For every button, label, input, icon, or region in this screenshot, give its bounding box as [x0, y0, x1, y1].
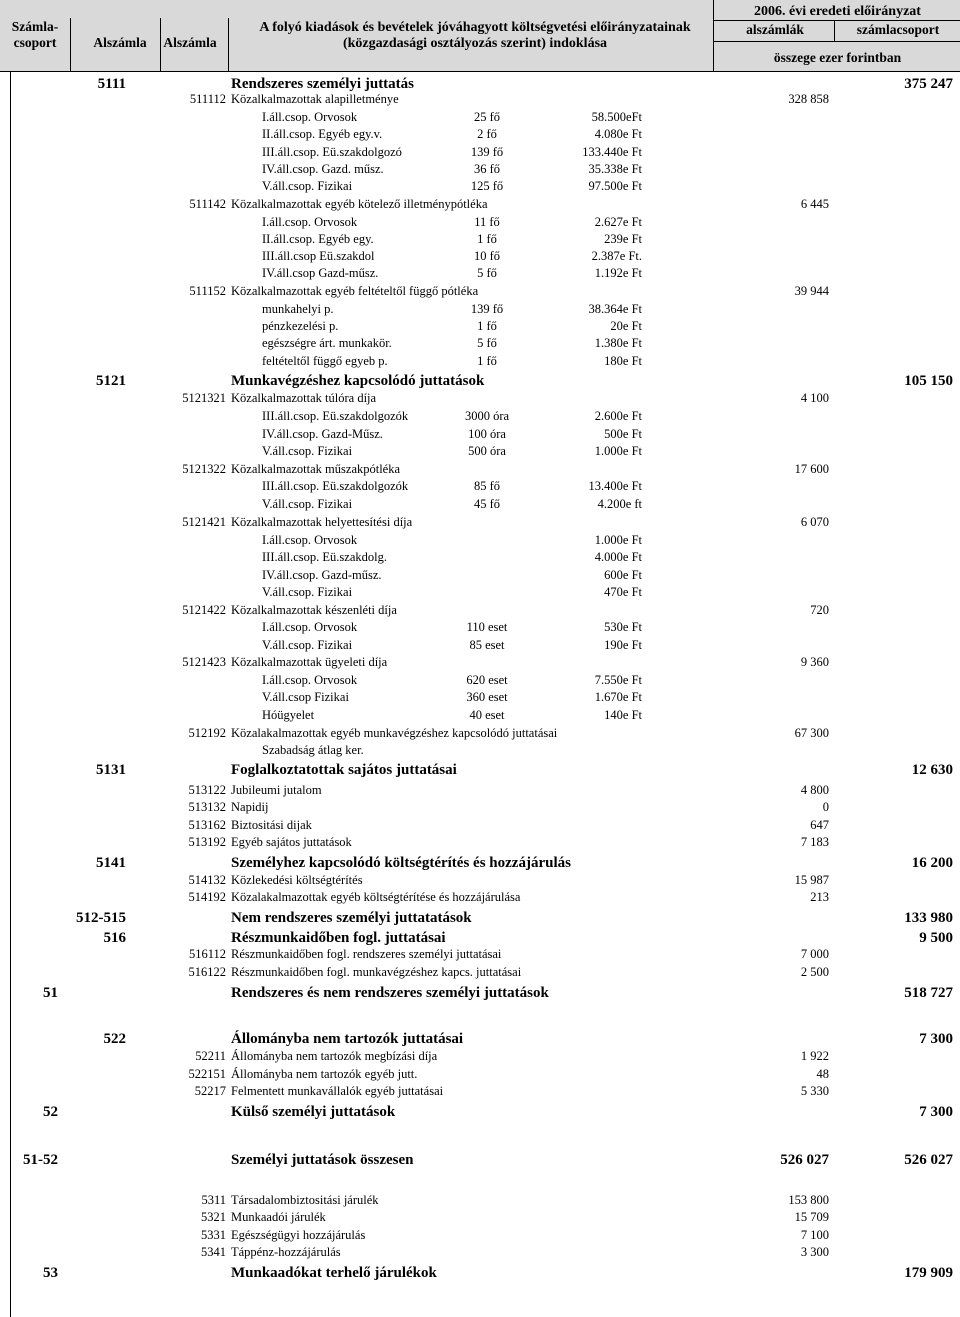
account-label: Napidij [231, 800, 269, 814]
detail-quantity: 5 fő [477, 336, 497, 350]
detail-amount: 4.080e Ft [594, 127, 642, 141]
group-value: 12 630 [911, 762, 953, 778]
detail-label: I.áll.csop. Orvosok [262, 215, 358, 229]
detail-label: V.áll.csop. Fizikai [262, 638, 353, 652]
detail-amount: 600e Ft [604, 568, 642, 582]
account-row [0, 1192, 960, 1209]
account-label: Részmunkaidőben fogl. munkavégzéshez kapcs. juttatásai [231, 965, 522, 979]
subaccount-code: 5331 [201, 1228, 226, 1242]
header-szamlacsoport: Számla- csoport [11, 19, 59, 50]
account-label: Állományba nem tartozók megbízási díja [231, 1049, 438, 1063]
detail-amount: 38.364e Ft [588, 302, 642, 316]
group-value: 105 150 [904, 373, 953, 389]
account-label: Közalkalmazottak egyéb kötelező illetménypótléka [231, 197, 488, 211]
account-label: Egészségügyi hozzájárulás [231, 1228, 366, 1242]
account-label: Munkaadói járulék [231, 1210, 326, 1224]
detail-row [0, 353, 960, 370]
account-code: 512-515 [76, 910, 126, 926]
subaccount-value: 213 [810, 890, 829, 904]
subaccount-value: 526 027 [780, 1152, 829, 1168]
subaccount-code: 5121422 [182, 603, 226, 617]
detail-amount: 58.500eFt [591, 110, 642, 124]
account-row [0, 1048, 960, 1065]
detail-label: III.áll.csop Eü.szakdol [262, 249, 375, 263]
detail-label: I.áll.csop. Orvosok [262, 533, 358, 547]
account-row [0, 946, 960, 963]
detail-label: III.áll.csop. Eü.szakdolgozó [262, 145, 402, 159]
header-alszamlak: alszámlák [746, 22, 804, 37]
detail-quantity: 2 fő [477, 127, 497, 141]
group-code: 52 [43, 1104, 58, 1120]
subaccount-value: 2 500 [800, 965, 829, 979]
account-row [0, 390, 960, 407]
account-label: Munkaadókat terhelő járulékok [231, 1265, 437, 1281]
detail-row [0, 318, 960, 335]
detail-label: I.áll.csop. Orvosok [262, 110, 358, 124]
account-code: 5121 [96, 373, 126, 389]
account-label: Biztositási dijak [231, 818, 312, 832]
account-label: Táppénz-hozzájárulás [231, 1245, 341, 1259]
detail-row [0, 144, 960, 161]
detail-row [0, 496, 960, 513]
table-header [0, 0, 960, 72]
subaccount-value: 153 800 [788, 1193, 829, 1207]
detail-row [0, 478, 960, 495]
account-code: 5131 [96, 762, 126, 778]
summary-row [0, 1101, 960, 1123]
detail-quantity: 620 eset [466, 673, 508, 687]
detail-quantity: 125 fő [470, 179, 504, 193]
subaccount-code: 516122 [188, 965, 226, 979]
detail-label: II.áll.csop. Egyéb egy. [262, 232, 374, 246]
subaccount-code: 514192 [188, 890, 226, 904]
detail-quantity: 139 fő [470, 145, 504, 159]
detail-amount: 7.550e Ft [594, 673, 642, 687]
group-value: 518 727 [904, 985, 953, 1001]
account-label: Állományba nem tartozók juttatásai [231, 1031, 464, 1047]
subaccount-code: 516112 [188, 947, 226, 961]
detail-label: V.áll.csop. Fizikai [262, 179, 353, 193]
header-title: A folyó kiadások és bevételek jóváhagyott költségvetési előirányzatainak (közgazdasági osztályozás szerint) indoklása [259, 20, 691, 51]
detail-quantity: 5 fő [477, 266, 497, 280]
account-label: Társadalombiztositási járulék [231, 1193, 379, 1207]
detail-row [0, 742, 960, 759]
subaccount-code: 5121423 [182, 655, 226, 669]
detail-label: V.áll.csop Fizikai [262, 690, 349, 704]
detail-quantity: 360 eset [466, 690, 508, 704]
subaccount-value: 647 [810, 818, 829, 832]
detail-label: III.áll.csop. Eü.szakdolgozók [262, 479, 409, 493]
detail-label: egészségre árt. munkakör. [262, 336, 392, 350]
detail-row [0, 707, 960, 724]
account-code: 5111 [97, 76, 126, 92]
header-divider [713, 0, 714, 71]
detail-amount: 2.627e Ft [594, 215, 642, 229]
detail-label: V.áll.csop. Fizikai [262, 585, 353, 599]
summary-row [0, 1262, 960, 1284]
detail-amount: 2.387e Ft. [591, 249, 642, 263]
detail-label: IV.áll.csop. Gazd. műsz. [262, 162, 384, 176]
detail-label: III.áll.csop. Eü.szakdolg. [262, 550, 387, 564]
detail-quantity: 25 fő [473, 110, 501, 124]
subaccount-value: 67 300 [794, 726, 829, 740]
account-label: Rendszeres személyi juttatás [231, 76, 415, 92]
account-row [0, 91, 960, 108]
account-row [0, 799, 960, 816]
detail-label: IV.áll.csop. Gazd-Műsz. [262, 427, 383, 441]
account-label: Közalkalmazottak alapilletménye [231, 92, 399, 106]
subaccount-value: 7 183 [800, 835, 829, 849]
detail-amount: 180e Ft [604, 354, 642, 368]
account-label: Foglalkoztatottak sajátos juttatásai [231, 762, 457, 778]
detail-amount: 4.200e ft [597, 497, 642, 511]
detail-amount: 133.440e Ft [582, 145, 642, 159]
detail-amount: 2.600e Ft [594, 409, 642, 423]
detail-row [0, 126, 960, 143]
account-row [0, 602, 960, 619]
header-alszamla-1: Alszámla [93, 35, 147, 50]
subaccount-value: 5 330 [800, 1084, 829, 1098]
detail-amount: 20e Ft [610, 319, 642, 333]
account-code: 5141 [96, 855, 126, 871]
account-row [0, 461, 960, 478]
detail-amount: 239e Ft [604, 232, 642, 246]
detail-quantity: 1 fő [477, 319, 497, 333]
account-label: Személyi juttatások összesen [231, 1152, 414, 1168]
header-alszamla-2: Alszámla [163, 35, 217, 50]
group-code: 51-52 [23, 1152, 58, 1168]
account-row [0, 514, 960, 531]
account-row [0, 196, 960, 213]
subaccount-value: 9 360 [800, 655, 829, 669]
subaccount-value: 4 100 [800, 391, 829, 405]
detail-amount: 4.000e Ft [594, 550, 642, 564]
detail-amount: 1.000e Ft [594, 444, 642, 458]
account-row [0, 889, 960, 906]
detail-row [0, 689, 960, 706]
detail-row [0, 214, 960, 231]
header-szamlacsoport-value: számlacsoport [856, 22, 940, 37]
detail-label: III.áll.csop. Eü.szakdolgozók [262, 409, 409, 423]
subaccount-code: 5311 [201, 1193, 226, 1207]
account-label: Közalkalmazottak egyéb feltételtől függő pótléka [231, 284, 479, 298]
detail-amount: 97.500e Ft [588, 179, 642, 193]
subaccount-code: 513192 [188, 835, 226, 849]
subaccount-code: 5341 [201, 1245, 226, 1259]
subaccount-value: 48 [816, 1067, 829, 1081]
account-label: Részmunkaidőben fogl. juttatásai [231, 930, 446, 946]
account-row [0, 283, 960, 300]
group-value: 133 980 [904, 910, 953, 926]
detail-label: IV.áll.csop. Gazd-műsz. [262, 568, 382, 582]
subaccount-code: 5121421 [182, 515, 226, 529]
detail-row [0, 637, 960, 654]
account-code: 516 [103, 930, 126, 946]
subaccount-value: 1 922 [800, 1049, 829, 1063]
account-row [0, 817, 960, 834]
subaccount-code: 52217 [194, 1084, 226, 1098]
subaccount-value: 17 600 [794, 462, 829, 476]
subaccount-value: 0 [822, 800, 829, 814]
detail-quantity: 100 óra [468, 427, 506, 441]
detail-quantity: 11 fő [474, 215, 500, 229]
account-label: Részmunkaidőben fogl. rendszeres személyi juttatásai [231, 947, 502, 961]
subaccount-code: 5121321 [182, 391, 226, 405]
subaccount-value: 6 445 [800, 197, 829, 211]
subaccount-code: 514132 [188, 873, 226, 887]
account-row [0, 725, 960, 742]
detail-quantity: 110 eset [466, 620, 508, 634]
subaccount-code: 513122 [188, 783, 226, 797]
subaccount-value: 6 070 [800, 515, 829, 529]
account-row [0, 1209, 960, 1226]
account-label: Közalakalmazottak egyéb munkavégzéshez kapcsolódó juttatásai [231, 726, 558, 740]
detail-quantity: 1 fő [477, 232, 497, 246]
detail-amount: 1.000e Ft [594, 533, 642, 547]
group-code: 53 [43, 1265, 58, 1281]
group-value: 526 027 [904, 1152, 953, 1168]
detail-amount: 500e Ft [604, 427, 642, 441]
group-code: 51 [43, 985, 58, 1001]
account-label: Rendszeres és nem rendszeres személyi juttatások [231, 985, 549, 1001]
subaccount-value: 39 944 [794, 284, 829, 298]
account-label: Állományba nem tartozók egyéb jutt. [231, 1067, 418, 1081]
account-label: Jubileumi jutalom [231, 783, 322, 797]
account-label: Külső személyi juttatások [231, 1104, 396, 1120]
header-unit: összege ezer forintban [773, 50, 902, 65]
detail-row [0, 161, 960, 178]
subaccount-code: 522151 [188, 1067, 226, 1081]
account-label: Közalkalmazottak ügyeleti díja [231, 655, 388, 669]
detail-row [0, 178, 960, 195]
account-row [0, 782, 960, 799]
detail-quantity: 85 eset [469, 638, 505, 652]
header-divider [228, 18, 229, 71]
header-divider [834, 20, 835, 41]
detail-amount: 530e Ft [604, 620, 642, 634]
account-row [0, 654, 960, 671]
account-row [0, 1066, 960, 1083]
detail-amount: 35.338e Ft [588, 162, 642, 176]
detail-quantity: 40 eset [469, 708, 505, 722]
detail-row [0, 248, 960, 265]
detail-label: V.áll.csop. Fizikai [262, 497, 353, 511]
detail-row [0, 426, 960, 443]
detail-amount: 1.670e Ft [594, 690, 642, 704]
detail-label: Hóügyelet [262, 708, 315, 722]
group-value: 16 200 [911, 855, 953, 871]
subaccount-value: 7 000 [800, 947, 829, 961]
detail-quantity: 45 fő [473, 497, 501, 511]
detail-amount: 13.400e Ft [588, 479, 642, 493]
detail-label: Szabadság átlag ker. [262, 743, 364, 757]
subaccount-code: 513162 [188, 818, 226, 832]
account-label: Közlekedési költségtérítés [231, 873, 363, 887]
detail-amount: 190e Ft [604, 638, 642, 652]
detail-row [0, 231, 960, 248]
summary-row [0, 759, 960, 781]
subaccount-code: 512192 [188, 726, 226, 740]
account-label: Közalkalmazottak készenléti díja [231, 603, 397, 617]
account-row [0, 1244, 960, 1261]
detail-quantity: 36 fő [473, 162, 501, 176]
group-value: 375 247 [904, 76, 953, 92]
detail-quantity: 85 fő [473, 479, 501, 493]
detail-quantity: 3000 óra [464, 409, 510, 423]
detail-label: I.áll.csop. Orvosok [262, 620, 358, 634]
summary-row [0, 907, 960, 929]
account-label: Személyhez kapcsolódó költségtérítés és hozzájárulás [231, 855, 571, 871]
detail-row [0, 584, 960, 601]
account-row [0, 964, 960, 981]
detail-amount: 1.380e Ft [594, 336, 642, 350]
detail-quantity: 500 óra [468, 444, 506, 458]
detail-label: feltételtől függő egyeb p. [262, 354, 388, 368]
subaccount-code: 511142 [189, 197, 226, 211]
account-label: Felmentett munkavállalók egyéb juttatásai [231, 1084, 444, 1098]
subaccount-value: 720 [810, 603, 829, 617]
detail-row [0, 408, 960, 425]
summary-row [0, 1149, 960, 1171]
account-row [0, 1083, 960, 1100]
account-row [0, 1227, 960, 1244]
header-divider [713, 41, 960, 42]
account-label: Közalakalmazottak egyéb költségtérítése és hozzájárulása [231, 890, 521, 904]
account-label: Közalkalmazottak helyettesítési díja [231, 515, 413, 529]
detail-quantity: 1 fő [477, 354, 497, 368]
detail-row [0, 549, 960, 566]
detail-row [0, 301, 960, 318]
detail-row [0, 443, 960, 460]
summary-row [0, 370, 960, 392]
header-budget-title: 2006. évi eredeti előirányzat [754, 4, 921, 19]
account-code: 522 [103, 1031, 126, 1047]
detail-label: IV.áll.csop Gazd-műsz. [262, 266, 379, 280]
group-value: 7 300 [919, 1104, 953, 1120]
detail-label: munkahelyi p. [262, 302, 334, 316]
group-value: 7 300 [919, 1031, 953, 1047]
detail-amount: 1.192e Ft [594, 266, 642, 280]
subaccount-code: 511152 [189, 284, 226, 298]
subaccount-value: 15 987 [794, 873, 829, 887]
header-divider [160, 18, 161, 71]
account-row [0, 872, 960, 889]
subaccount-code: 5321 [201, 1210, 226, 1224]
account-label: Munkavégzéshez kapcsolódó juttatások [231, 373, 485, 389]
subaccount-value: 15 709 [794, 1210, 829, 1224]
subaccount-code: 52211 [195, 1049, 226, 1063]
summary-row [0, 1028, 960, 1050]
subaccount-value: 4 800 [800, 783, 829, 797]
detail-label: I.áll.csop. Orvosok [262, 673, 358, 687]
detail-row [0, 532, 960, 549]
detail-row [0, 335, 960, 352]
detail-amount: 470e Ft [604, 585, 642, 599]
detail-row [0, 672, 960, 689]
detail-row [0, 619, 960, 636]
summary-row [0, 852, 960, 874]
detail-label: II.áll.csop. Egyéb egy.v. [262, 127, 383, 141]
subaccount-code: 513132 [188, 800, 226, 814]
group-value: 179 909 [904, 1265, 953, 1281]
detail-label: pénzkezelési p. [262, 319, 339, 333]
detail-row [0, 109, 960, 126]
subaccount-value: 7 100 [800, 1228, 829, 1242]
subaccount-code: 511112 [189, 92, 226, 106]
header-divider [713, 20, 960, 21]
account-label: Egyéb sajátos juttatások [231, 835, 352, 849]
detail-row [0, 265, 960, 282]
detail-row [0, 567, 960, 584]
header-divider [70, 18, 71, 71]
account-label: Közalkalmazottak túlóra díja [231, 391, 377, 405]
group-value: 9 500 [919, 930, 953, 946]
account-label: Nem rendszeres személyi juttatatások [231, 910, 472, 926]
detail-amount: 140e Ft [604, 708, 642, 722]
detail-label: V.áll.csop. Fizikai [262, 444, 353, 458]
subaccount-value: 328 858 [788, 92, 829, 106]
account-row [0, 834, 960, 851]
detail-quantity: 10 fő [473, 249, 501, 263]
subaccount-value: 3 300 [800, 1245, 829, 1259]
detail-quantity: 139 fő [470, 302, 504, 316]
subaccount-code: 5121322 [182, 462, 226, 476]
account-label: Közalkalmazottak műszakpótléka [231, 462, 401, 476]
summary-row [0, 982, 960, 1004]
